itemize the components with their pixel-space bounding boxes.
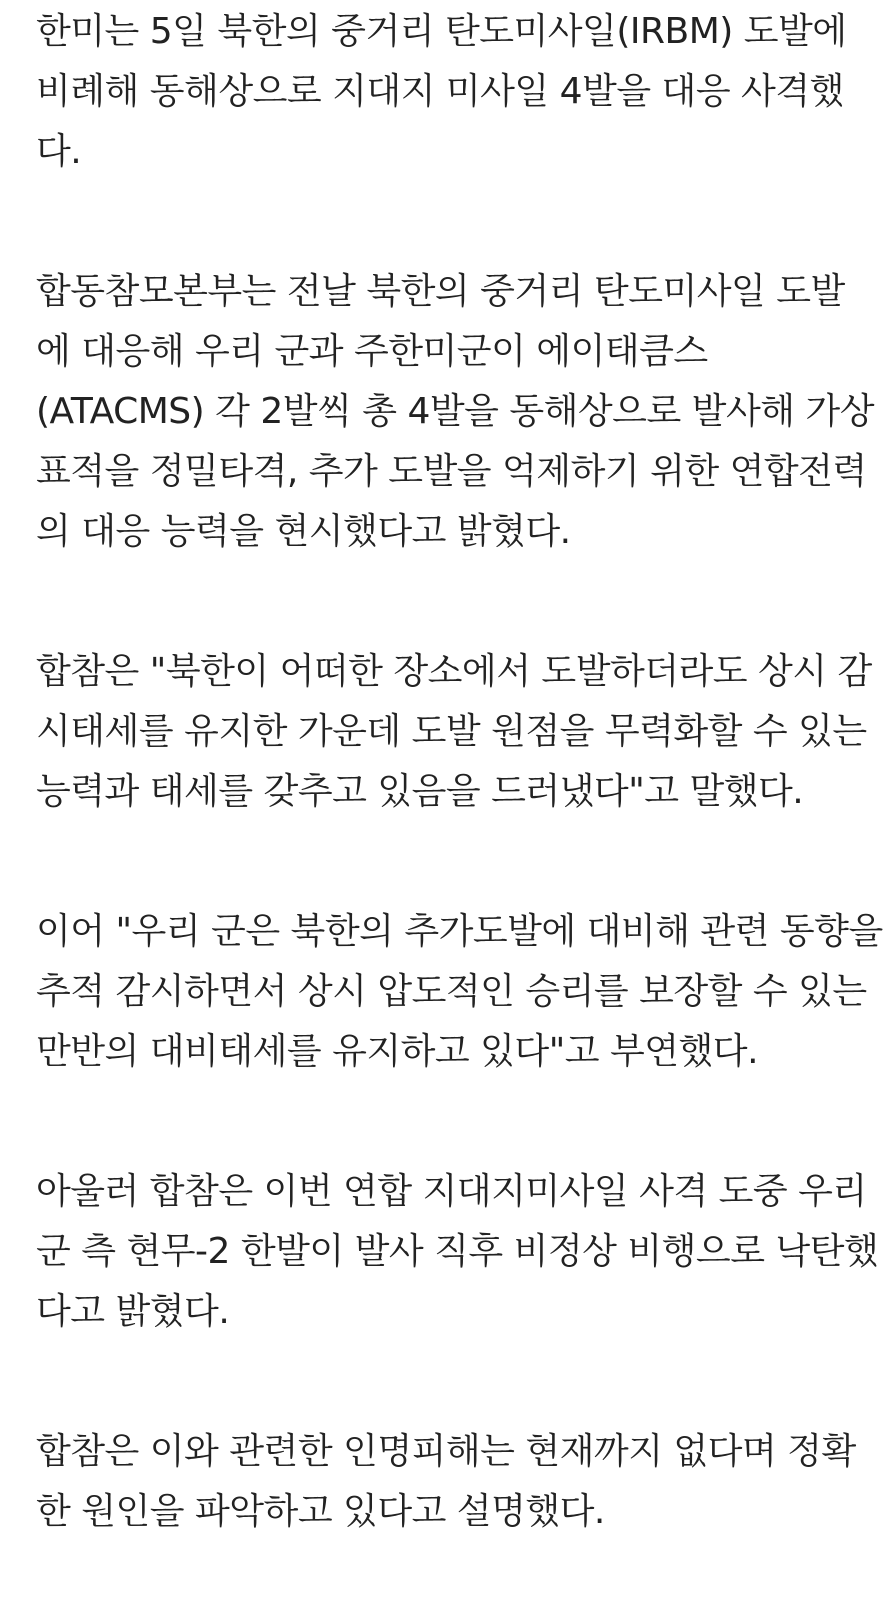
text-line: 만반의 대비태세를 유지하고 있다"고 부연했다. bbox=[36, 1031, 759, 1072]
text-line: 비례해 동해상으로 지대지 미사일 4발을 대응 사격했 bbox=[36, 71, 844, 112]
text-line: 한 원인을 파악하고 있다고 설명했다. bbox=[36, 1491, 605, 1532]
text-line: 추적 감시하면서 상시 압도적인 승리를 보장할 수 있는 bbox=[36, 971, 867, 1012]
text-line: 에 대응해 우리 군과 주한미군이 에이태큼스 bbox=[36, 331, 708, 372]
text-line: 합참은 "북한이 어떠한 장소에서 도발하더라도 상시 감 bbox=[36, 651, 872, 692]
text-line: 다고 밝혔다. bbox=[36, 1291, 230, 1332]
text-line: 군 측 현무-2 한발이 발사 직후 비정상 비행으로 낙탄했 bbox=[36, 1231, 879, 1272]
paragraph-1 bbox=[36, 2, 856, 182]
article-body bbox=[36, 0, 883, 1622]
paragraph-5 bbox=[36, 1162, 879, 1342]
text-line: 합동참모본부는 전날 북한의 중거리 탄도미사일 도발 bbox=[36, 271, 845, 312]
text-line: 능력과 태세를 갖추고 있음을 드러냈다"고 말했다. bbox=[36, 771, 804, 812]
text-line: 다. bbox=[36, 131, 82, 172]
paragraph-2 bbox=[36, 262, 874, 562]
text-line: (ATACMS) 각 2발씩 총 4발을 동해상으로 발사해 가상 bbox=[36, 391, 874, 432]
paragraph-4 bbox=[36, 902, 883, 1082]
text-line: 표적을 정밀타격, 추가 도발을 억제하기 위한 연합전력 bbox=[36, 451, 867, 492]
paragraph-3 bbox=[36, 642, 872, 822]
text-line: 아울러 합참은 이번 연합 지대지미사일 사격 도중 우리 bbox=[36, 1171, 867, 1212]
text-line: 의 대응 능력을 현시했다고 밝혔다. bbox=[36, 511, 571, 552]
text-line: 시태세를 유지한 가운데 도발 원점을 무력화할 수 있는 bbox=[36, 711, 867, 752]
text-line: 합참은 이와 관련한 인명피해는 현재까지 없다며 정확 bbox=[36, 1431, 856, 1472]
paragraph-6 bbox=[36, 1422, 856, 1542]
text-line: 한미는 5일 북한의 중거리 탄도미사일(IRBM) 도발에 bbox=[36, 11, 847, 52]
text-line: 이어 "우리 군은 북한의 추가도발에 대비해 관련 동향을 bbox=[36, 911, 883, 952]
